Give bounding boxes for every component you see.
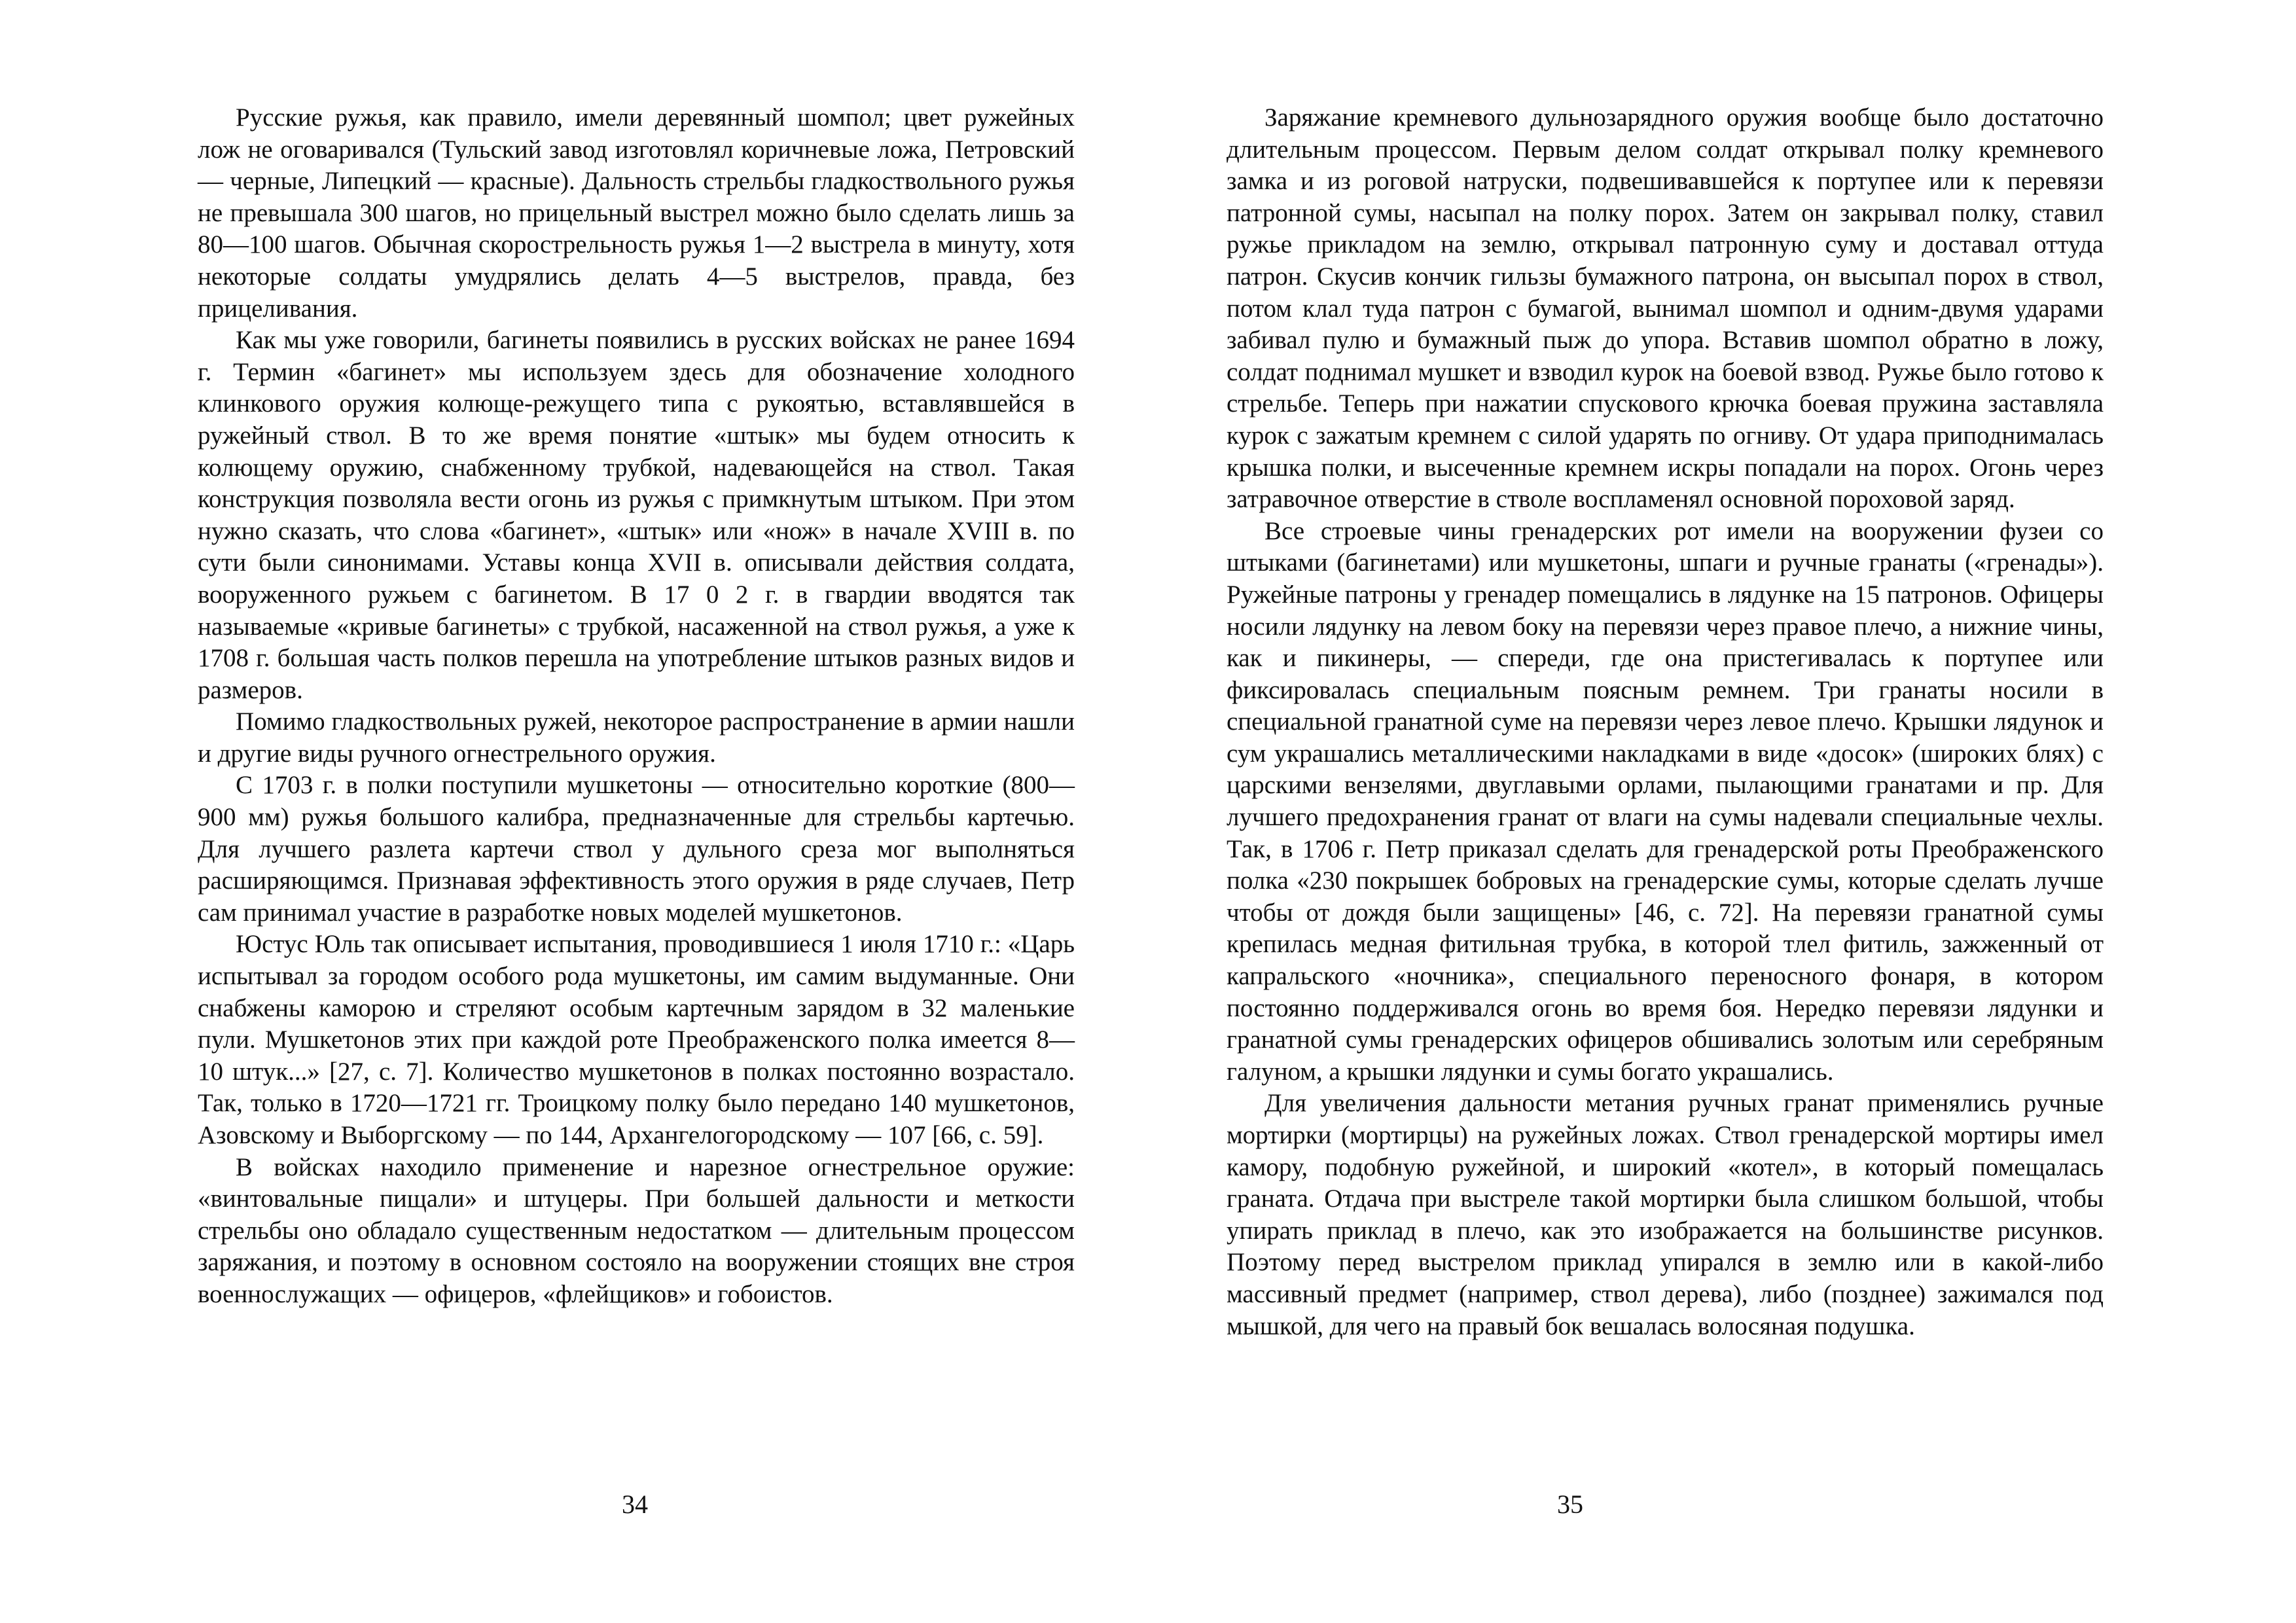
paragraph: Помимо гладкоствольных ружей, некоторое распространение в армии нашли и другие виды ручного огнестрельного оружия.: [198, 707, 1075, 768]
paragraph: Все строевые чины гренадерских рот имели на вооружении фузеи со штыками (багинетами) или мушкетоны, шпаги и ручные гранаты («гренады»). Ружейные патроны у гренадер помещались в лядунке на 15 патронов. Офицеры носили лядунку на левом боку на перевязи через правое плечо, а нижние чины, как и пикинеры, — спереди, где она пристегивалась к портупее или фиксировалась специальным поясным ремнем. Три гранаты носили в специальной гранатной суме на перевязи через левое плечо. Крышки лядунок и сум украшались металлическими накладками в виде «досок» (широких блях) с царскими вензелями, двуглавыми орлами, пылающими гранатами и пр. Для лучшего предохранения гранат от влаги на сумы надевали специальные чехлы. Так, в 1706 г. Петр приказал сделать для гренадерской роты Преображенского полка «230 покрышек бобровых на гренадерские сумы, которые сделать лучше чтобы от дождя были защищены» [46, с. 72]. На перевязи гранатной сумы крепилась медная фитильная трубка, в которой тлел фитиль, зажженный от капральского «ночника», специального переносного фонаря, в котором постоянно поддерживался огонь во время боя. Нередко перевязи лядунки и гранатной сумы гренадерских офицеров обшивались золотым или серебряным галуном, а крышки лядунки и сумы богато украшались.: [1227, 516, 2104, 1086]
paragraph: С 1703 г. в полки поступили мушкетоны — относительно короткие (800—900 мм) ружья большого калибра, предназначенные для стрельбы картечью. Для лучшего разлета картечи ствол у дульного среза мог выполняться расширяющимся. Признавая эффективность этого оружия в ряде случаев, Петр сам принимал участие в разработке новых моделей мушкетонов.: [198, 771, 1075, 927]
right-page-text: [1227, 102, 2104, 1342]
paragraph: Для увеличения дальности метания ручных гранат применялись ручные мортирки (мортирцы) на ружейных ложах. Ствол гренадерской мортиры имел камору, подобную ружейной, и широкий «котел», в который помещалась граната. Отдача при выстреле такой мортирки была слишком большой, чтобы упирать приклад в плечо, как это изображается на большинстве рисунков. Поэтому перед выстрелом приклад упирался в землю или в какой-либо массивный предмет (например, ствол дерева), либо (позднее) зажимался под мышкой, для чего на правый бок вешалась волосяная подушка.: [1227, 1089, 2104, 1340]
paragraph: Юстус Юль так описывает испытания, проводившиеся 1 июля 1710 г.: «Царь испытывал за городом особого рода мушкетоны, им самим выдуманные. Они снабжены каморою и стреляют особым картечным зарядом в 32 маленькие пули. Мушкетонов этих при каждой роте Преображенского полка имеется 8—10 штук...» [27, с. 7]. Количество мушкетонов в полках постоянно возрастало. Так, только в 1720—1721 гг. Троицкому полку было передано 140 мушкетонов, Азовскому и Выборгскому — по 144, Архангелогородскому — 107 [66, с. 59].: [198, 930, 1075, 1149]
paragraph: В войсках находило применение и нарезное огнестрельное оружие: «винтовальные пищали» и штуцеры. При большей дальности и меткости стрельбы оно обладало существенным недостатком — длительным процессом заряжания, и поэтому в основном состояло на вооружении стоящих вне строя военнослужащих — офицеров, «флейщиков» и гобоистов.: [198, 1152, 1075, 1308]
paragraph: Заряжание кремневого дульнозарядного оружия вообще было достаточно длительным процессом. Первым делом солдат открывал полку кремневого замка и из роговой натруски, подвешивавшейся к портупее или к перевязи патронной сумы, насыпал на полку порох. Затем он закрывал полку, ставил ружье прикладом на землю, открывал патронную суму и доставал оттуда патрон. Скусив кончик гильзы бумажного патрона, он высыпал порох в ствол, потом клал туда патрон с бумагой, вынимал шомпол и одним-двумя ударами забивал пулю и бумажный пыж до упора. Вставив шомпол обратно в ложу, солдат поднимал мушкет и взводил курок на боевой взвод. Ружье было готово к стрельбе. Теперь при нажатии спускового крючка боевая пружина заставляла курок с зажатым кремнем с силой ударять по огниву. От удара приподнималась крышка полки, и высеченные кремнем искры попадали на порох. Огонь через затравочное отверстие в стволе воспламенял основной пороховой заряд.: [1227, 103, 2104, 514]
paragraph: Русские ружья, как правило, имели деревянный шомпол; цвет ружейных лож не оговаривался (Тульский завод изготовлял коричневые ложа, Петровский — черные, Липецкий — красные). Дальность стрельбы гладкоствольного ружья не превышала 300 шагов, но прицельный выстрел можно было сделать лишь за 80—100 шагов. Обычная скорострельность ружья 1—2 выстрела в минуту, хотя некоторые солдаты умудрялись делать 4—5 выстрелов, правда, без прицеливания.: [198, 103, 1075, 323]
page-number: 34: [622, 1489, 648, 1519]
right-page: [1148, 0, 2296, 1623]
page-number: 35: [1557, 1489, 1583, 1519]
left-page-text: [198, 102, 1075, 1311]
paragraph: Как мы уже говорили, багинеты появились в русских войсках не ранее 1694 г. Термин «багинет» мы используем здесь для обозначение холодного клинкового оружия колюще-режущего типа с рукоятью, вставлявшейся в ружейный ствол. В то же время понятие «штык» мы будем относить к колющему оружию, снабженному трубкой, надевающейся на ствол. Такая конструкция позволяла вести огонь из ружья с примкнутым штыком. При этом нужно сказать, что слова «багинет», «штык» или «нож» в начале XVIII в. по сути были синонимами. Уставы конца XVII в. описывали действия солдата, вооруженного ружьем с багинетом. В 17 0 2 г. в гвардии вводятся так называемые «кривые багинеты» с трубкой, насаженной на ствол ружья, а уже к 1708 г. большая часть полков перешла на употребление штыков разных видов и размеров.: [198, 326, 1075, 704]
